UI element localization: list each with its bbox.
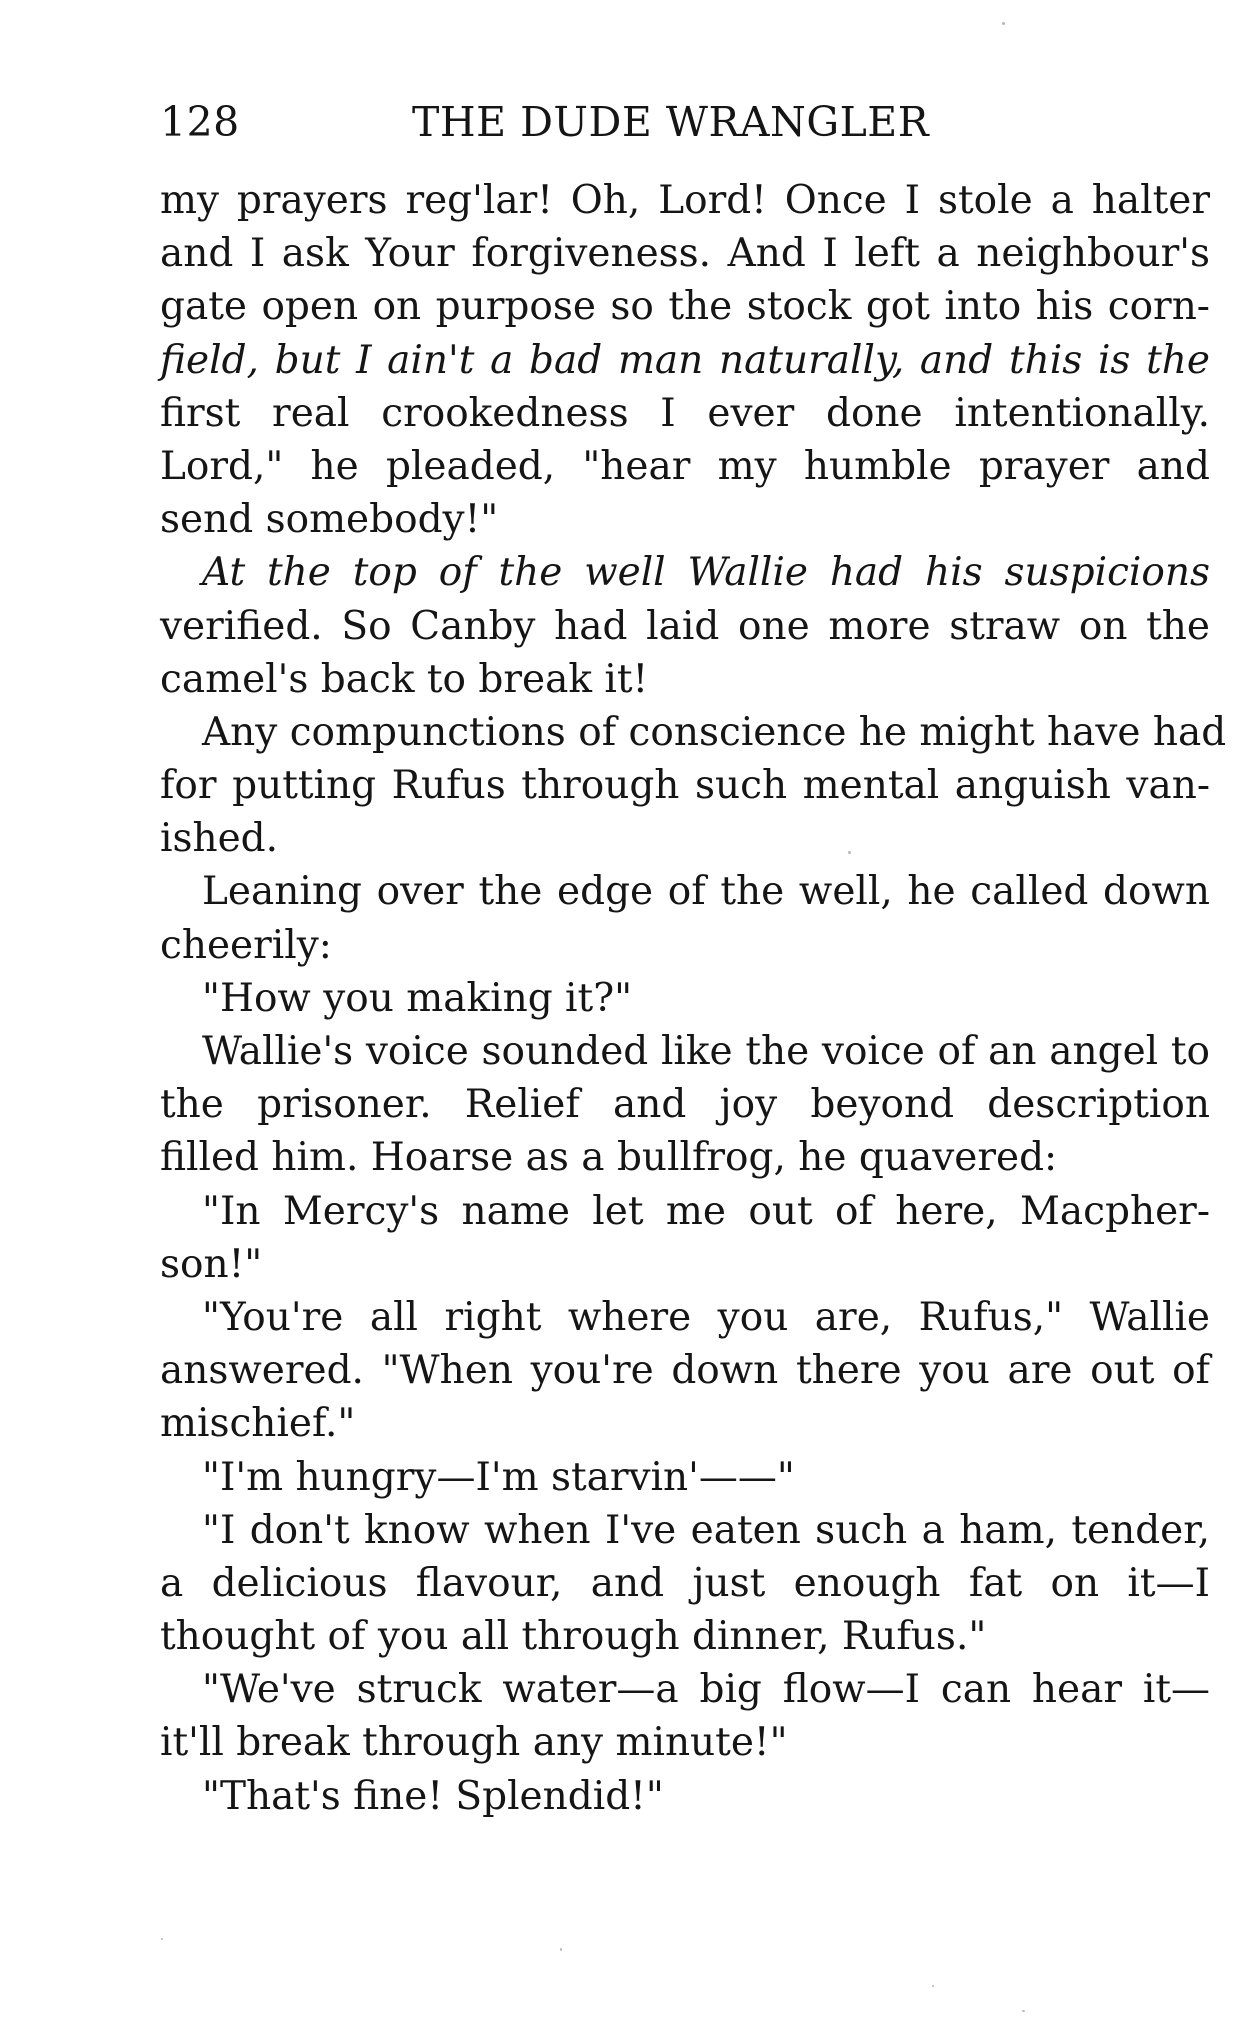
book-title: THE DUDE WRANGLER — [412, 98, 930, 146]
paragraph-first-line: "We've struck water—a big flow—I can hear it— — [202, 1667, 1210, 1713]
paragraph-first-line: "That's fine! Splendid!" — [202, 1773, 664, 1819]
text-line: field, but I ain't a bad man naturally, and this is the — [160, 337, 1210, 383]
body-text — [160, 174, 1227, 1823]
text-line: for putting Rufus through such mental anguish van- — [160, 763, 1210, 809]
print-speck — [932, 1985, 934, 1987]
paragraph-first-line: Leaning over the edge of the well, he called down — [202, 869, 1210, 915]
text-line: Lord," he pleaded, "hear my humble prayer and — [160, 443, 1210, 489]
print-speck — [1022, 2010, 1025, 2012]
text-line: cheerily: — [160, 922, 332, 968]
text-line: and I ask Your forgiveness. And I left a neighbour's — [160, 231, 1210, 277]
paragraph-first-line: Any compunctions of conscience he might have had — [202, 709, 1227, 755]
paragraph-first-line: At the top of the well Wallie had his suspicions — [202, 550, 1210, 596]
text-line: answered. "When you're down there you are out of — [160, 1348, 1210, 1394]
text-line: camel's back to break it! — [160, 656, 649, 702]
paragraph-first-line: "You're all right where you are, Rufus," Wallie — [202, 1294, 1210, 1340]
text-line: a delicious flavour, and just enough fat on it—I — [160, 1560, 1210, 1606]
paragraph-first-line: "In Mercy's name let me out of here, Macpher- — [202, 1188, 1210, 1234]
page-number: 128 — [160, 98, 240, 146]
text-line: thought of you all through dinner, Rufus." — [160, 1614, 987, 1660]
text-line: gate open on purpose so the stock got into his corn- — [160, 284, 1210, 330]
text-line: mischief." — [160, 1401, 356, 1447]
print-speck — [848, 851, 851, 854]
text-line: it'll break through any minute!" — [160, 1720, 788, 1766]
text-line: the prisoner. Relief and joy beyond description — [160, 1082, 1210, 1128]
paragraph-first-line: "I'm hungry—I'm starvin'——" — [202, 1454, 795, 1500]
print-speck — [161, 1938, 163, 1940]
paragraph-first-line: "I don't know when I've eaten such a ham, tender, — [202, 1507, 1210, 1553]
print-speck — [1002, 22, 1005, 25]
text-line: ished. — [160, 816, 279, 862]
text-line: first real crookedness I ever done intentionally. — [160, 390, 1210, 436]
paragraph-first-line: Wallie's voice sounded like the voice of an angel to — [202, 1029, 1210, 1074]
text-line: my prayers reg'lar! Oh, Lord! Once I stole a halter — [160, 178, 1210, 223]
text-line: verified. So Canby had laid one more straw on the — [160, 603, 1210, 649]
running-head — [160, 92, 1220, 152]
text-line: filled him. Hoarse as a bullfrog, he quavered: — [160, 1135, 1058, 1181]
print-speck — [560, 1948, 562, 1951]
text-line: send somebody!" — [160, 497, 499, 543]
paragraph-first-line: "How you making it?" — [202, 975, 633, 1021]
text-line: son!" — [160, 1241, 263, 1287]
